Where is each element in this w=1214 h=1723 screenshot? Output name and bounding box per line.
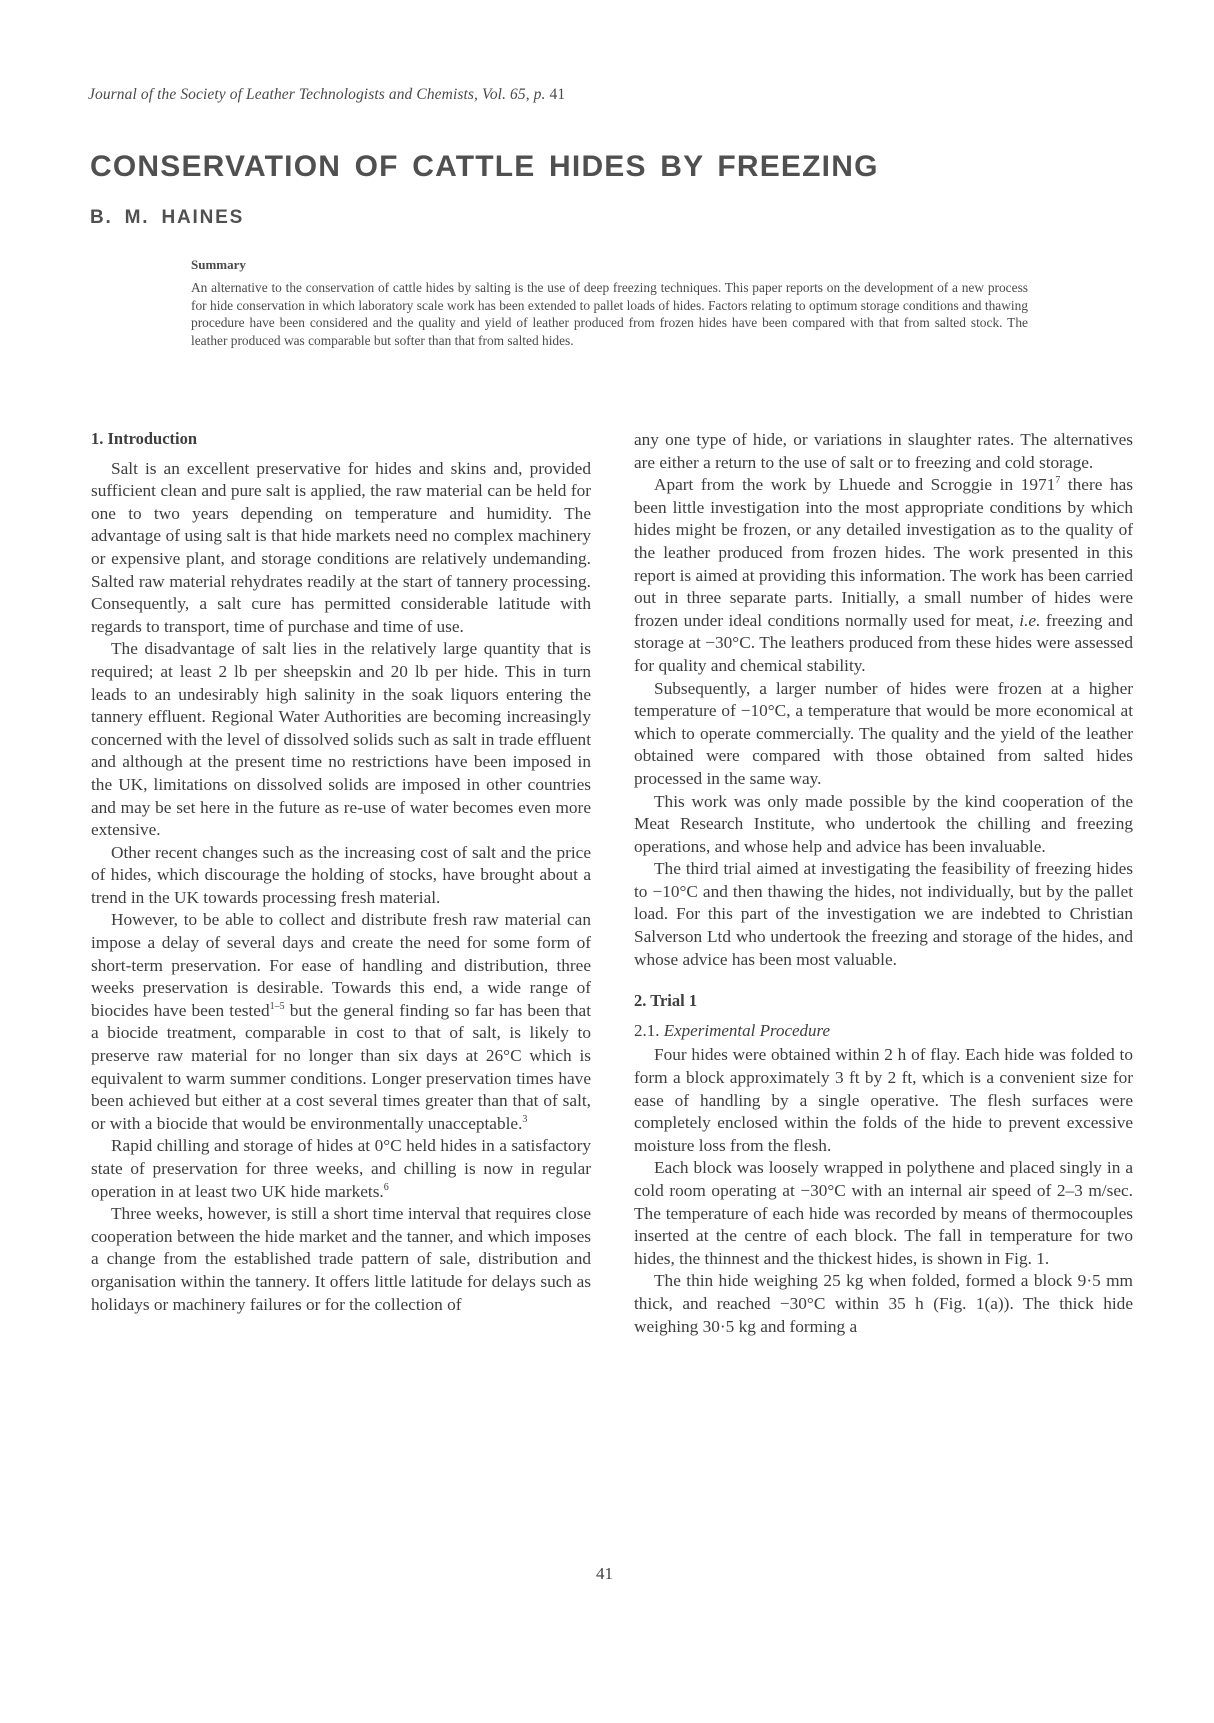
spacer [634,971,1133,990]
citation-ref: 7 [1055,475,1061,487]
right-column [634,429,1133,1338]
citation-ref: 1–5 [269,1001,285,1013]
page-number: 41 [596,1564,613,1583]
summary-text: An alternative to the conservation of cattle hides by salting is the use of deep freezing techniques. This paper reports on the development of a new process for hide conservation in which laboratory scale work has been extended to pallet loads of hides. Factors relating to optimum storage conditions and thawing procedure have been considered and the quality and yield of leather produced from frozen hides have been compared with that from salted stock. The leather produced was comparable but softer than that from salted hides. [191,280,1028,349]
article-title: CONSERVATION OF CATTLE HIDES BY FREEZING [90,150,879,183]
summary-block [191,257,1028,350]
citation-ref: 6 [383,1181,389,1193]
running-head [88,86,565,104]
paragraph: Rapid chilling and storage of hides at 0°C held hides in a satisfactory state of preservation for three weeks, and chilling is now in regular operation in at least two UK hide markets.$^6$ [91,1136,591,1201]
paragraph-continued: any one type of hide, or variations in slaughter rates. The alternatives are either a return to the use of salt or to freezing and cold storage. [634,430,1133,472]
journal-citation: Journal of the Society of Leather Technologists and Chemists, Vol. 65, p. [88,86,546,103]
section-heading-trial-1: 2. Trial 1 [634,991,698,1011]
citation-ref: 3 [522,1114,528,1126]
section-heading-introduction: 1. Introduction [91,429,198,448]
paragraph: The disadvantage of salt lies in the relatively large quantity that is required; at least 2 lb per sheepskin and 20 lb per hide. This in turn leads to an undesirably high salinity in the soak liquors entering the tannery effluent. Regional Water Authorities are becoming increasingly concerned with the level of dissolved solids such as salt in trade effluent and although at the present time no restrictions have been imposed in the UK, limitations on dissolved solids are imposed in other countries and may be set here in the future as re-use of water becomes even more extensive. [91,639,591,840]
paragraph: Each block was loosely wrapped in polythene and placed singly in a cold room operating at −30°C with an internal air speed of 2–3 m/sec. The temperature of each hide was recorded by means of thermocouples inserted at the centre of each block. The fall in temperature for two hides, the thinnest and the thickest hides, is shown in Fig. 1. [634,1158,1133,1268]
paragraph: Four hides were obtained within 2 h of flay. Each hide was folded to form a block approximately 3 ft by 2 ft, which is a convenient size for ease of handling by a single operative. The flesh surfaces were completely enclosed within the folds of the hide to prevent excessive moisture loss from the flesh. [634,1045,1133,1155]
paragraph: Other recent changes such as the increasing cost of salt and the price of hides, which discourage the holding of stocks, have brought about a trend in the UK towards processing fresh material. [91,842,591,907]
paragraph: Three weeks, however, is still a short time interval that requires close cooperation between the hide market and the tanner, and which imposes a change from the established trade pattern of sale, distribution and organisation within the tannery. It offers little latitude for delays such as holidays or machinery failures or for the collection of [91,1204,591,1314]
paragraph: Apart from the work by Lhuede and Scroggie in 1971$^7$ there has been little investigation into the most appropriate conditions by which hides might be frozen, or any detailed investigation as to the quality of the leather produced from frozen hides. The work presented in this report is aimed at providing this information. The work has been carried out in three separate parts. Initially, a small number of hides were frozen under ideal conditions normally used for meat, i.e. freezing and storage at −30°C. The leathers produced from these hides were assessed for quality and chemical stability. [634,475,1134,675]
paragraph: The third trial aimed at investigating the feasibility of freezing hides to −10°C and then thawing the hides, not individually, but by the pallet load. For this part of the investigation we are indebted to Christian Salverson Ltd who undertook the freezing and storage of the hides, and whose advice has been most valuable. [634,859,1133,969]
summary-label: Summary [191,257,246,272]
paragraph: However, to be able to collect and distribute fresh raw material can impose a delay of several days and create the need for some form of short-term preservation. For ease of handling and distribution, three weeks preservation is desirable. Towards this end, a wide range of biocides have been tested$^{1-5}$ but the general finding so far has been that a biocide treatment, comparable in cost to that of salt, is likely to preserve raw material for no longer than six days at 26°C which is equivalent to warm summer conditions. Longer preservation times have been achieved but either at a cost several times greater than that of salt, or with a biocide that would be environmentally unacceptable.$^3$ [91,910,591,1133]
left-column [91,428,591,1316]
subsection-heading-experimental-procedure: 2.1. Experimental Procedure [634,1020,831,1040]
article-author: B. M. HAINES [90,207,245,228]
journal-page-ref: 41 [549,86,566,103]
paragraph: Subsequently, a larger number of hides were frozen at a higher temperature of −10°C, a temperature that would be more economical at which to operate commercially. The quality and the yield of the leather obtained were compared with those obtained from salted hides processed in the same way. [634,678,1133,788]
paragraph: The thin hide weighing 25 kg when folded, formed a block 9·5 mm thick, and reached −30°C within 35 h (Fig. 1(a)). The thick hide weighing 30·5 kg and forming a [634,1271,1133,1336]
paragraph: This work was only made possible by the kind cooperation of the Meat Research Institute, who undertook the chilling and freezing operations, and whose help and advice has been invaluable. [634,791,1133,856]
paragraph: Salt is an excellent preservative for hides and skins and, provided sufficient clean and pure salt is applied, the raw material can be held for one to two years depending on temperature and humidity. The advantage of using salt is that hide markets need no complex machinery or expensive plant, and storage conditions are relatively undemanding. Salted raw material rehydrates readily at the start of tannery processing. Consequently, a salt cure has permitted considerable latitude with regards to transport, time of purchase and time of use. [91,458,591,636]
